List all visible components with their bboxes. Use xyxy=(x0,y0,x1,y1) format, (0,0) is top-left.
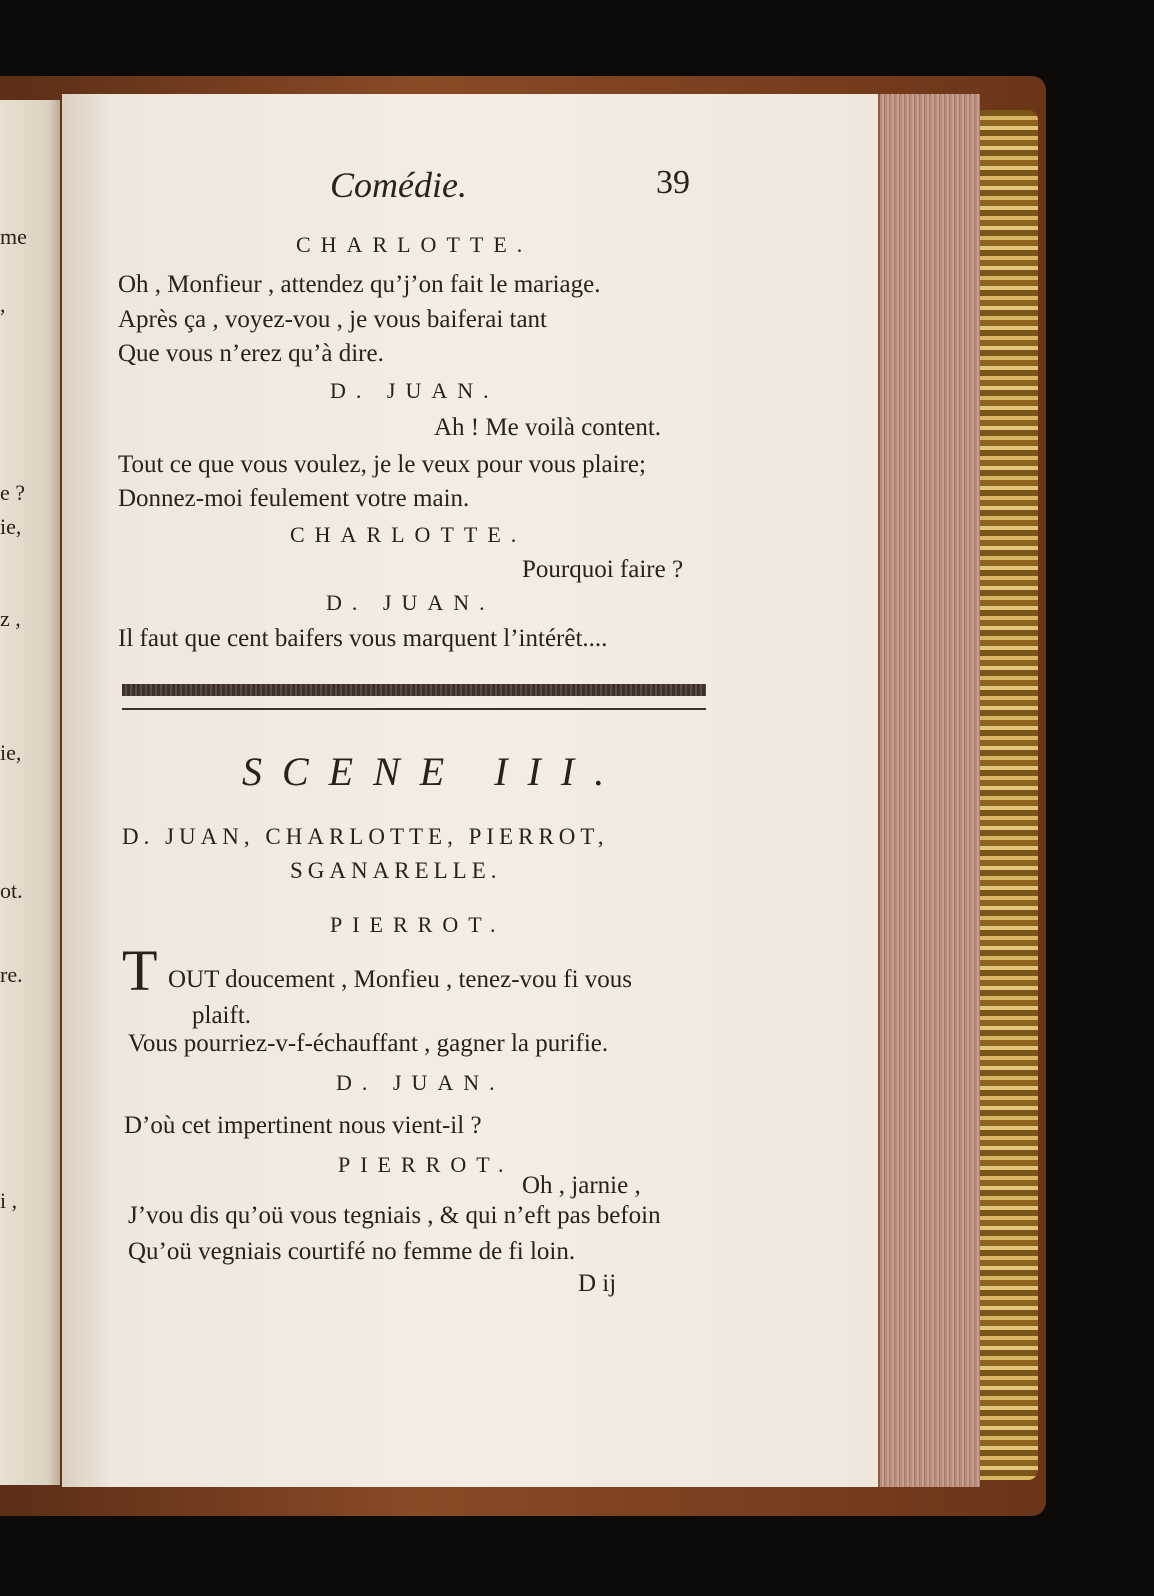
page-number: 39 xyxy=(656,164,690,201)
drop-cap: T xyxy=(122,938,158,1003)
speaker-name: PIERROT. xyxy=(338,1152,514,1177)
scene-title: SCENE III. xyxy=(242,749,625,794)
cast-list: D. JUAN, CHARLOTTE, PIERROT, xyxy=(122,824,609,849)
verse-line: Ah ! Me voilà content. xyxy=(434,414,662,441)
verse-line: Vous pourriez-v-f-échauffant , gagner la purifie. xyxy=(128,1030,609,1057)
verse-line: Pourquoi faire ? xyxy=(522,556,684,583)
running-head: Comédie. xyxy=(330,165,467,205)
speaker-name: D. JUAN. xyxy=(330,378,499,403)
verse-line: J’vou dis qu’oü vous tegniais , & qui n’eft pas befoin xyxy=(128,1202,661,1229)
left-page-fragment: ie, xyxy=(0,740,22,765)
signature-mark: D ij xyxy=(578,1270,617,1297)
verse-line: Oh , jarnie , xyxy=(522,1172,641,1199)
left-page-fragment: e ? xyxy=(0,480,26,505)
left-page-fragment: re. xyxy=(0,962,23,987)
left-page-fragment: , xyxy=(0,292,6,317)
thin-rule xyxy=(122,708,706,710)
cast-list: SGANARELLE. xyxy=(290,858,502,883)
left-page-fragment: i , xyxy=(0,1188,18,1213)
verse-line: Il faut que cent baifers vous marquent l’intérêt.... xyxy=(118,625,608,652)
left-page-fragment: ie, xyxy=(0,514,22,539)
speaker-name: CHARLOTTE. xyxy=(296,232,533,257)
verse-line: D’où cet impertinent nous vient-il ? xyxy=(124,1112,482,1139)
speaker-name: D. JUAN. xyxy=(336,1070,505,1095)
verse-line: plaift. xyxy=(192,1002,252,1029)
verse-line: Oh , Monfieur , attendez qu’j’on fait le mariage. xyxy=(118,271,601,298)
speaker-name: CHARLOTTE. xyxy=(290,522,527,547)
speaker-name: D. JUAN. xyxy=(326,590,495,615)
verse-line: Qu’oü vegniais courtifé no femme de fi loin. xyxy=(128,1238,576,1265)
ornamental-rule xyxy=(122,684,706,696)
verse-line: Que vous n’erez qu’à dire. xyxy=(118,340,384,367)
verse-line: OUT doucement , Monfieu , tenez-vou fi vous xyxy=(168,966,633,993)
verse-line: Après ça , voyez-vou , je vous baiferai tant xyxy=(118,306,548,333)
verse-line: Donnez-moi feulement votre main. xyxy=(118,485,470,512)
left-page-fragment: me xyxy=(0,224,27,249)
verse-line: Tout ce que vous voulez, je le veux pour vous plaire; xyxy=(118,451,646,478)
speaker-name: PIERROT. xyxy=(330,912,506,937)
left-page-fragment: ot. xyxy=(0,878,23,903)
left-page-fragment: z , xyxy=(0,606,21,631)
